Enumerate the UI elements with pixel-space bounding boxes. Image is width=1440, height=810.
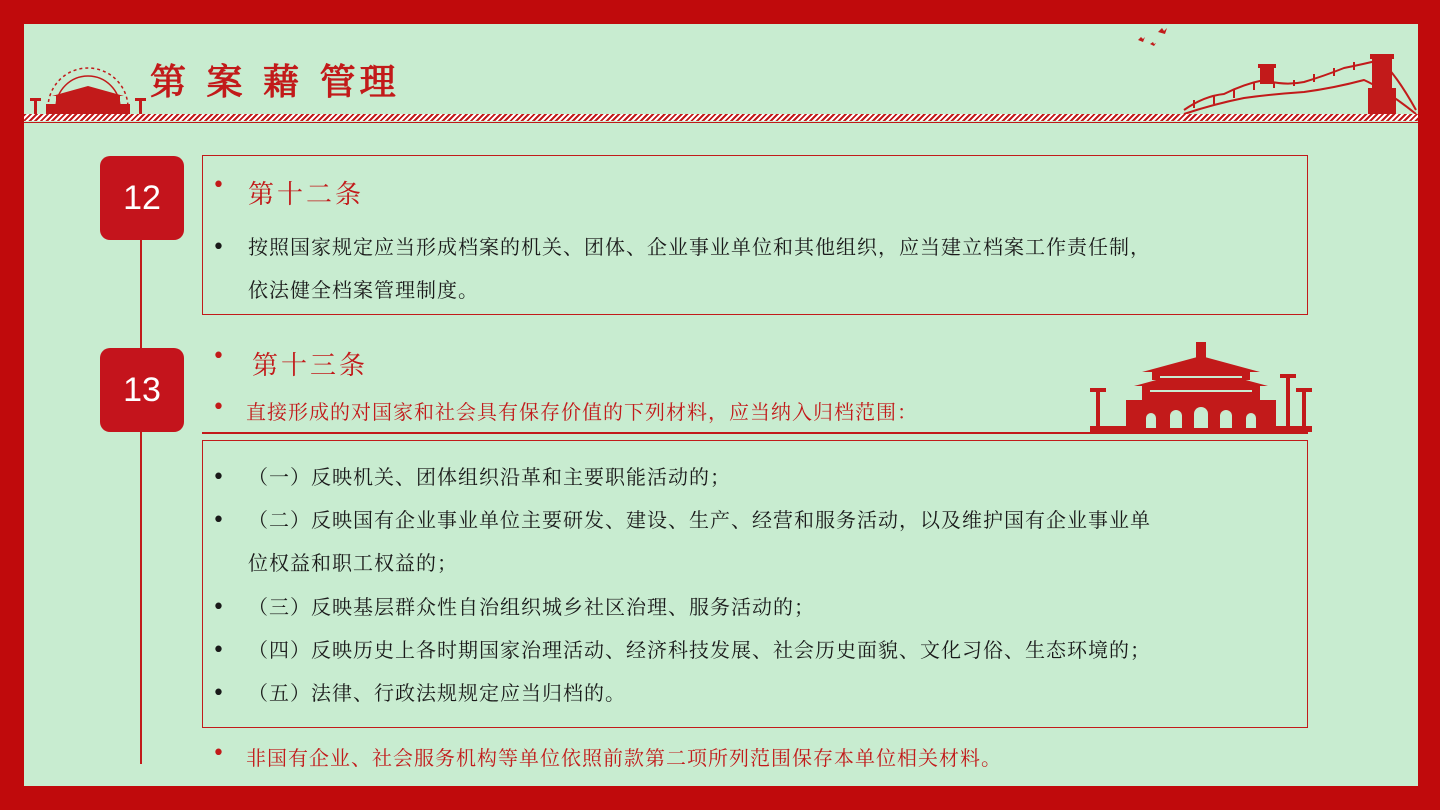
page-title: 第 案 藉 管理 [150, 62, 400, 103]
list-item-text: （一）反映机关、团体组织沿革和主要职能活动的； [248, 465, 731, 489]
list-item [212, 499, 1151, 585]
article-12-heading-row [212, 174, 364, 211]
bullet-icon: • [212, 465, 225, 490]
article-13-footer: 非国有企业、社会服务机构等单位依照前款第二项所列范围保存本单位相关材料。 [246, 746, 1002, 770]
list-item-text: （五）法律、行政法规规定应当归档的。 [248, 681, 626, 705]
list-item [212, 456, 731, 499]
article-13-heading: 第十三条 [252, 351, 369, 381]
article-13-heading-row [212, 345, 368, 382]
list-item [212, 629, 1151, 672]
list-item-text: （二）反映国有企业事业单位主要研发、建设、生产、经营和服务活动，以及维护国有企业事业单 [248, 508, 1151, 532]
article-13-footer-row [212, 742, 1002, 771]
header [24, 24, 1418, 124]
header-rule [24, 114, 1418, 121]
great-wall-icon [1124, 24, 1418, 116]
article-12-line-2: 依法健全档案管理制度。 [248, 278, 479, 302]
article-13-intro-row [212, 396, 918, 425]
timeline-line [140, 224, 142, 764]
list-item-text: 位权益和职工权益的； [248, 551, 458, 575]
article-12-line-1: 按照国家规定应当形成档案的机关、团体、企业事业单位和其他组织，应当建立档案工作责任制， [248, 235, 1151, 259]
tiananmen-gate-icon [26, 48, 150, 122]
bullet-icon: • [212, 344, 225, 369]
list-item-text: （四）反映历史上各时期国家治理活动、经济科技发展、社会历史面貌、文化习俗、生态环境的； [248, 638, 1151, 662]
bullet-icon: • [212, 508, 225, 533]
list-item [212, 672, 626, 715]
list-item-text: （三）反映基层群众性自治组织城乡社区治理、服务活动的； [248, 595, 815, 619]
article-12-badge: 12 [100, 156, 184, 240]
slide [24, 24, 1418, 786]
bullet-icon: • [212, 741, 225, 766]
bullet-icon: • [212, 173, 225, 198]
article-13-intro: 直接形成的对国家和社会具有保存价值的下列材料，应当纳入归档范围： [246, 400, 918, 424]
list-item [212, 586, 815, 629]
bullet-icon: • [212, 638, 225, 663]
bullet-icon: • [212, 595, 225, 620]
article-12-heading: 第十二条 [248, 180, 365, 210]
bullet-icon: • [212, 681, 225, 706]
header-rule-line [24, 122, 1418, 123]
tiananmen-gate-icon [1090, 338, 1312, 432]
bullet-icon: • [212, 235, 225, 260]
article-13-badge: 13 [100, 348, 184, 432]
article-12-body [212, 226, 1151, 312]
bullet-icon: • [212, 395, 225, 420]
article-13-divider [202, 432, 1308, 434]
